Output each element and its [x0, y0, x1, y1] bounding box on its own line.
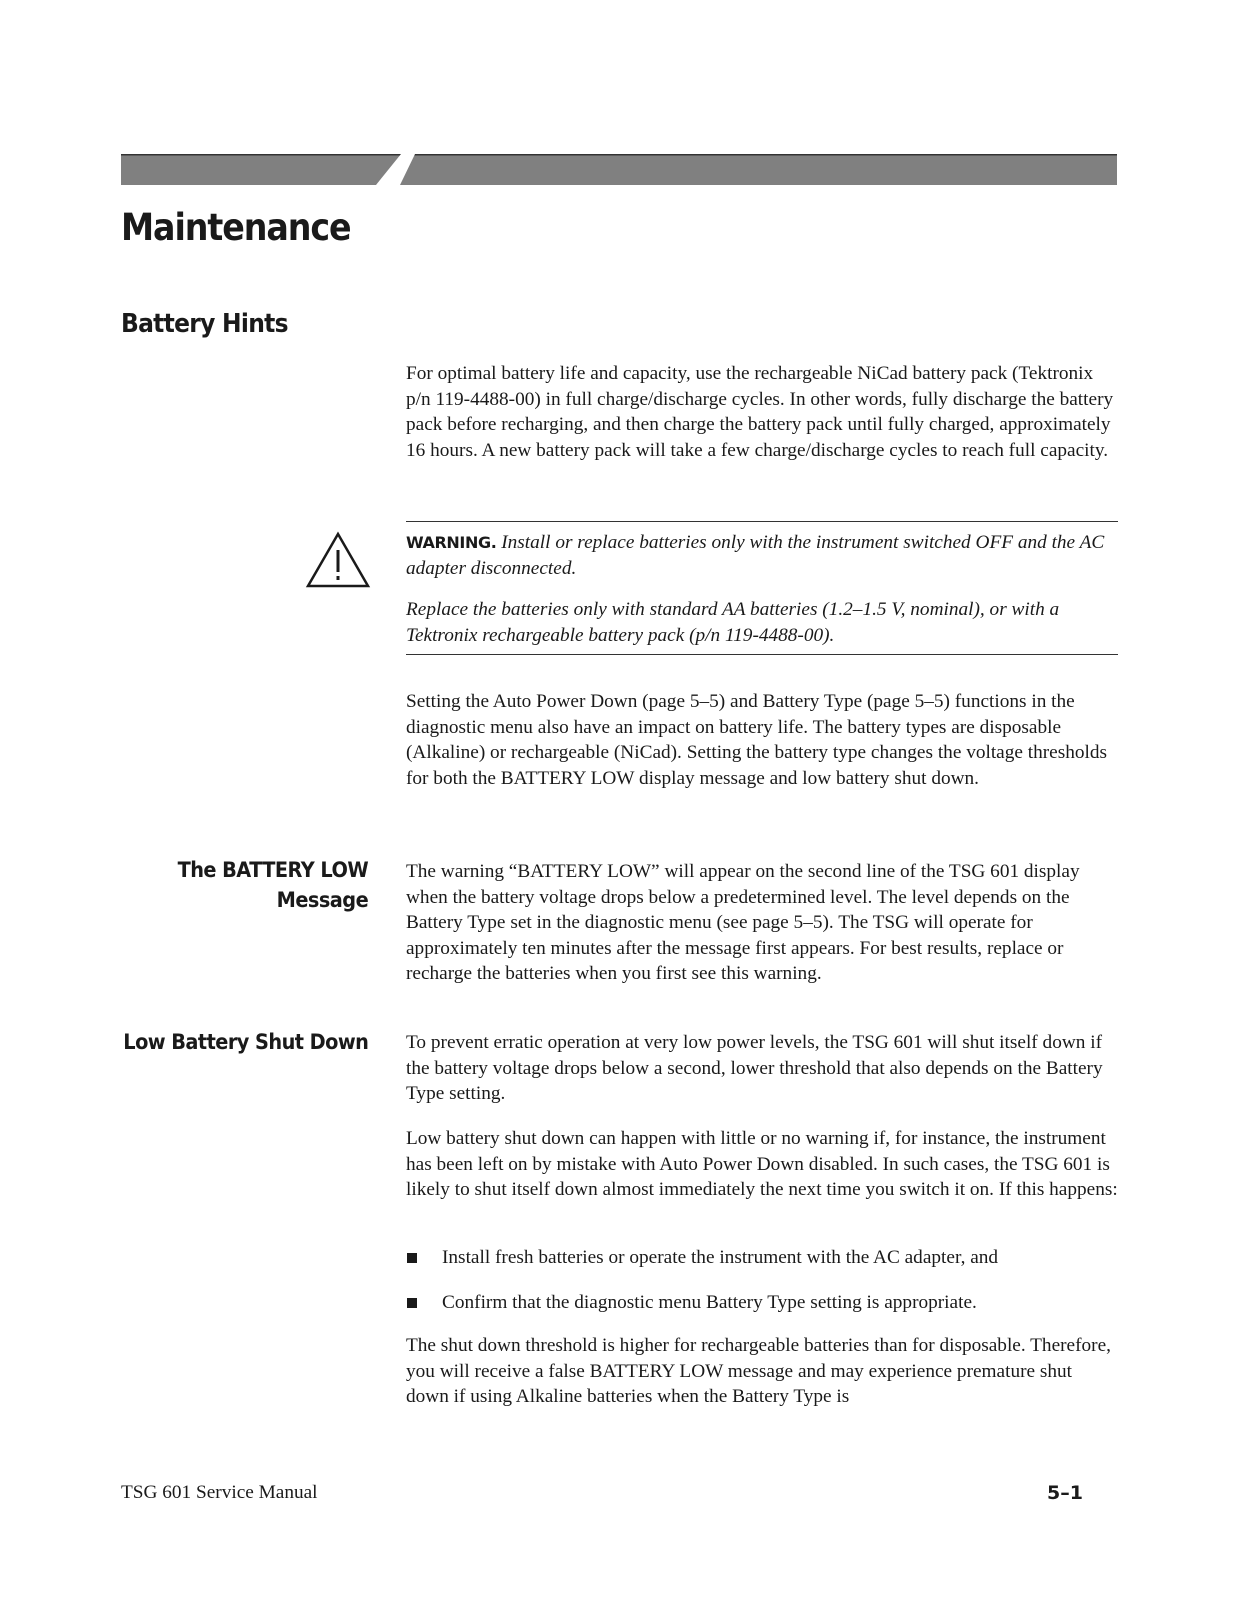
bullet-square-icon [407, 1298, 417, 1308]
warning-triangle-icon [305, 531, 371, 589]
shutdown-paragraph-1: To prevent erratic operation at very low power levels, the TSG 601 will shut itself down if the battery voltage drops below a second, lower threshold that also depends on the Battery Type setting. [406, 1032, 1103, 1105]
chapter-banner [121, 154, 1117, 185]
battery-low-heading-line1: The BATTERY LOW [177, 858, 368, 882]
intro-paragraph: For optimal battery life and capacity, use the rechargeable NiCad battery pack (Tektronix p/n 119-4488-00) in full charge/discharge cycles. In other words, fully discharge the battery pack before recharging, and then charge the battery pack until fully charged, approximately 16 hours. A new battery pack will take a few charge/discharge cycles to reach full capacity. [406, 363, 1114, 461]
warning-body: Install or replace batteries only with the instrument switched OFF and the AC adapter disconnected. [406, 532, 1105, 579]
bullet-square-icon [407, 1253, 417, 1263]
chapter-title: Maintenance [121, 206, 351, 249]
low-battery-shutdown-heading: Low Battery Shut Down [122, 1030, 368, 1054]
section-title: Battery Hints [121, 309, 288, 339]
battery-low-paragraph: The warning “BATTERY LOW” will appear on the second line of the TSG 601 display when the battery voltage drops below a predetermined level. The level depends on the Battery Type set in the diagnostic menu (see page 5–5). The TSG will operate for approximately ten minutes after the message first appears. For best results, replace or recharge the batteries when you first see this warning. [406, 861, 1080, 985]
footer-page-number: 5–1 [1047, 1482, 1083, 1504]
shutdown-paragraph-2: Low battery shut down can happen with little or no warning if, for instance, the instrument has been left on by mistake with Auto Power Down disabled. In such cases, the TSG 601 is likely to shut itself down almost immediately the next time you switch it on. If this happens: [406, 1128, 1118, 1201]
battery-low-heading-line2: Message [276, 888, 368, 912]
footer-manual-title: TSG 601 Service Manual [121, 1482, 318, 1503]
warning-box [406, 521, 1118, 655]
bullet-text: Confirm that the diagnostic menu Battery Type setting is appropriate. [442, 1292, 977, 1313]
bullet-text: Install fresh batteries or operate the instrument with the AC adapter, and [442, 1247, 999, 1268]
warning-label: WARNING. [406, 533, 497, 552]
warning-text [406, 530, 1118, 581]
battery-low-heading [177, 855, 368, 915]
shutdown-paragraph-3: The shut down threshold is higher for rechargeable batteries than for disposable. Therefore, you will receive a false BATTERY LOW message and may experience premature shut down if using Alkaline batteries when the Battery Type is [406, 1335, 1111, 1408]
warning-text-2: Replace the batteries only with standard AA batteries (1.2–1.5 V, nominal), or with a Tektronix rechargeable battery pack (p/n 119-4488-00). [406, 599, 1060, 646]
settings-paragraph: Setting the Auto Power Down (page 5–5) and Battery Type (page 5–5) functions in the diagnostic menu also have an impact on battery life. The battery types are disposable (Alkaline) or rechargeable (NiCad). Setting the battery type changes the voltage thresholds for both the BATTERY LOW display message and low battery shut down. [406, 691, 1108, 789]
